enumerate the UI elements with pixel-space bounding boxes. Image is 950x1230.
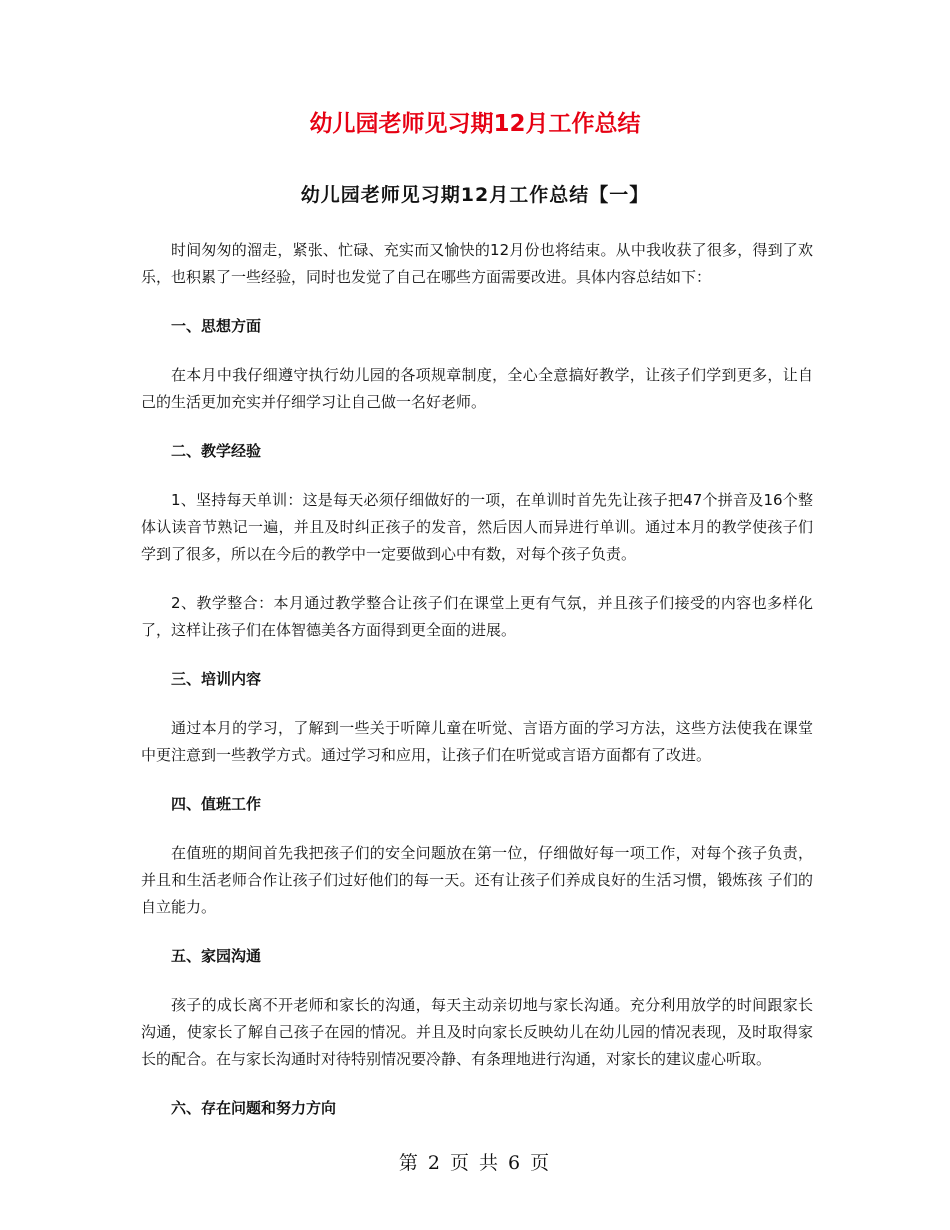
section-paragraph-thought: 在本月中我仔细遵守执行幼儿园的各项规章制度，全心全意搞好教学，让孩子们学到更多，让自己的生活更加充实并仔细学习让自己做一名好老师。 (141, 366, 813, 411)
section-paragraph-training: 通过本月的学习，了解到一些关于听障儿童在听觉、言语方面的学习方法，这些方法使我在课堂中更注意到一些教学方式。通过学习和应用，让孩子们在听觉或言语方面都有了改进。 (141, 719, 813, 764)
section-paragraph-duty: 在值班的期间首先我把孩子们的安全问题放在第一位，仔细做好每一项工作，对每个孩子负责，并且和生活老师合作让孩子们过好他们的每一天。还有让孩子们养成良好的生活习惯，锻炼孩 子们的自立能力。 (141, 844, 813, 916)
section-heading-thought: 一、思想方面 (171, 317, 262, 335)
section-heading-teaching: 二、教学经验 (171, 442, 262, 460)
document-subtitle: 幼儿园老师见习期12月工作总结【一】 (300, 184, 650, 206)
intro-paragraph: 时间匆匆的溜走，紧张、忙碌、充实而又愉快的12月份也将结束。从中我收获了很多，得到了欢乐，也积累了一些经验，同时也发觉了自己在哪些方面需要改进。具体内容总结如下： (141, 241, 813, 286)
section-paragraph-teaching-1: 1、坚持每天单训：这是每天必须仔细做好的一项，在单训时首先先让孩子把47个拼音及16个整体认读音节熟记一遍，并且及时纠正孩子的发音，然后因人而异进行单训。通过本月的教学使孩子们学到了很多，所以在今后的教学中一定要做到心中有数，对每个孩子负责。 (141, 491, 813, 563)
document-body (141, 237, 813, 1144)
section-paragraph-teaching-2: 2、教学整合：本月通过教学整合让孩子们在课堂上更有气氛，并且孩子们接受的内容也多样化了，这样让孩子们在体智德美各方面得到更全面的进展。 (141, 594, 813, 639)
section-heading-communication: 五、家园沟通 (171, 947, 262, 965)
section-heading-training: 三、培训内容 (171, 670, 262, 688)
document-title: 幼儿园老师见习期12月工作总结 (309, 111, 641, 137)
page-number-footer: 第 2 页 共 6 页 (398, 1152, 552, 1174)
section-heading-problems: 六、存在问题和努力方向 (171, 1099, 337, 1117)
section-heading-duty: 四、值班工作 (171, 795, 262, 813)
section-paragraph-communication: 孩子的成长离不开老师和家长的沟通，每天主动亲切地与家长沟通。充分利用放学的时间跟家长沟通，使家长了解自己孩子在园的情况。并且及时向家长反映幼儿在幼儿园的情况表现，及时取得家长的配合。在与家长沟通时对待特别情况要冷静、有条理地进行沟通，对家长的建议虚心听取。 (141, 996, 813, 1068)
